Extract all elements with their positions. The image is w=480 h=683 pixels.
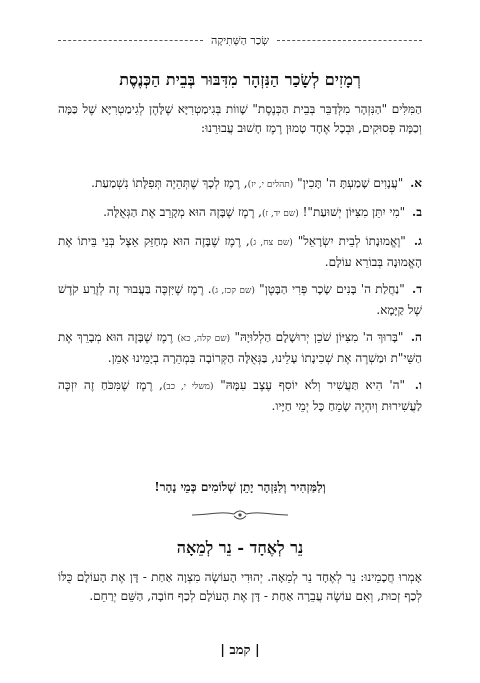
item-rest: , רֶמֶז שֶׁבָּזֶה הוּא מְקָרֵב אֶת הַגְּאֻלָּה. <box>103 205 262 219</box>
item-rest: רֶמֶז שֶׁבָּזֶה הוּא מְבָרֵךְ אֶת הַשֵּׁי"ת וּמַשְׁרֶה אֶת שְׁכִינָתוֹ עָלֵינוּ, בַּגְּאֻלָּה הַקְּרוֹבָה בִּמְהֵרָה בְיָמֵינוּ אָמֵן. <box>58 330 422 365</box>
list-item <box>58 376 422 416</box>
item-verse: "נַחֲלַת ה' בָּנִים שָׂכָר פְּרִי הַבָּטֶן" <box>259 282 405 296</box>
item-rest: , רֶמֶז שֶׁבָּזֶה הוּא מְחַזֵּק אֵצֶל בְּנֵי בֵּיתוֹ אֶת הָאֱמוּנָה בְּבוֹרֵא עוֹלָם. <box>58 234 422 269</box>
item-source: (תהלים י, יז) <box>247 180 294 190</box>
item-letter: ב. <box>412 205 422 219</box>
list-item <box>58 174 422 195</box>
section-heading-candle: נֵר לְאֶחָד - נֵר לְמֵאָה <box>176 538 304 557</box>
item-source: (שם קכז, ג) <box>211 286 255 296</box>
ornament-divider-icon <box>190 508 290 522</box>
intro-paragraph: הַמִּלִּים "הַנִּזְהָר מִלְּדַבֵּר בְּבֵית הַכְּנֶסֶת" שָׁווֹת בְּגִימַטְרִיָּא שֶׁלָּהֶן לְגִימַטְרִיָּא שֶׁל כַּמָּה וְכַמָּה פְּסוּקִים, וּבְכָל אֶחָד טָמוּן רֶמֶז חָשׁוּב עֲבוּרֵנוּ: <box>58 102 422 135</box>
candle-paragraph: אָמְרוּ חֲכָמֵינוּ: נֵר לְאֶחָד נֵר לְמֵאָה. יְהוּדִי הָעוֹשֶׂה מִצְוָה אַחַת - דָּן אֶת הָעוֹלָם כֻּלּוֹ לְכַף זְכוּת, וְאִם עוֹשֶׂה עֲבֵרָה אַחַת - דָּן אֶת הָעוֹלָם לְכַף חוֹבָה, הַשֵּׁם יְרַחֵם. <box>58 570 422 603</box>
list-item <box>58 232 422 272</box>
item-letter: א. <box>410 176 422 190</box>
item-source: (שם צח, ג) <box>249 238 293 248</box>
running-head-rule-right <box>277 40 422 41</box>
item-verse: "וֶאֱמוּנָתוֹ לְבֵית יִשְׂרָאֵל" <box>297 234 406 248</box>
item-letter: ג. <box>413 234 422 248</box>
item-verse: "בָּרוּךְ ה' מִצִּיּוֹן שֹׁכֵן יְרוּשָׁלָם הַלְלוּיָהּ" <box>234 330 404 344</box>
item-source: (שם יד, ז) <box>261 209 299 219</box>
running-head-rule-left <box>58 40 203 41</box>
item-verse: "ה' הִיא תַּעֲשִׁיר וְלֹא יוֹסִף עֶצֶב עִמָּהּ" <box>220 378 406 392</box>
list-item <box>58 203 422 224</box>
list-item <box>58 328 422 368</box>
item-rest: . רֶמֶז שֶׁיִּזְכֶּה בַּעֲבוּר זֶה לְזֶרַע קֹדֶשׁ שֶׁל קַיָּמָא. <box>58 282 422 317</box>
item-verse: "מִי יִתֵּן מִצִּיּוֹן יְשׁוּעַת"! <box>302 205 406 219</box>
list-item <box>58 280 422 320</box>
item-verse: "עֲנָוִים שָׁמַעְתָּ ה' תָּכִין" <box>297 176 404 190</box>
item-rest: , רֶמֶז שֶׁמִּכֹּחַ זֶה יִזְכֶּה לַעֲשִׁירוּת וְיִהְיֶה שָׂמֵחַ כָּל יְמֵי חַיָּיו. <box>58 378 422 413</box>
item-rest: , רֶמֶז לְכָךְ שֶׁתְּהֵיֶה תְּפִלָּתוֹ נִשְׁמַעַת. <box>91 176 248 190</box>
page-number: | קמב | <box>220 643 260 658</box>
item-source: (שם קלה, כא) <box>177 334 231 344</box>
item-letter: ו. <box>414 378 422 392</box>
running-head <box>58 30 422 50</box>
running-head-title: שְׂכַר הַשְּׁתִיקָה <box>211 33 269 47</box>
item-letter: ד. <box>412 282 422 296</box>
item-source: (משלי י, כב) <box>162 382 214 392</box>
section-heading-hints: רְמָזִים לְשָׂכַר הַנִּזְהָר מִדִּבּוּר בְּבֵית הַכְּנֶסֶת <box>119 70 361 89</box>
closing-blessing: וְלַמַּזְהִיר וְלַנִּזְהָר יָתֵן שְׁלוֹמִים כְּמֵי נָהָר! <box>154 480 326 494</box>
hints-list <box>58 174 422 424</box>
item-letter: ה. <box>410 330 422 344</box>
